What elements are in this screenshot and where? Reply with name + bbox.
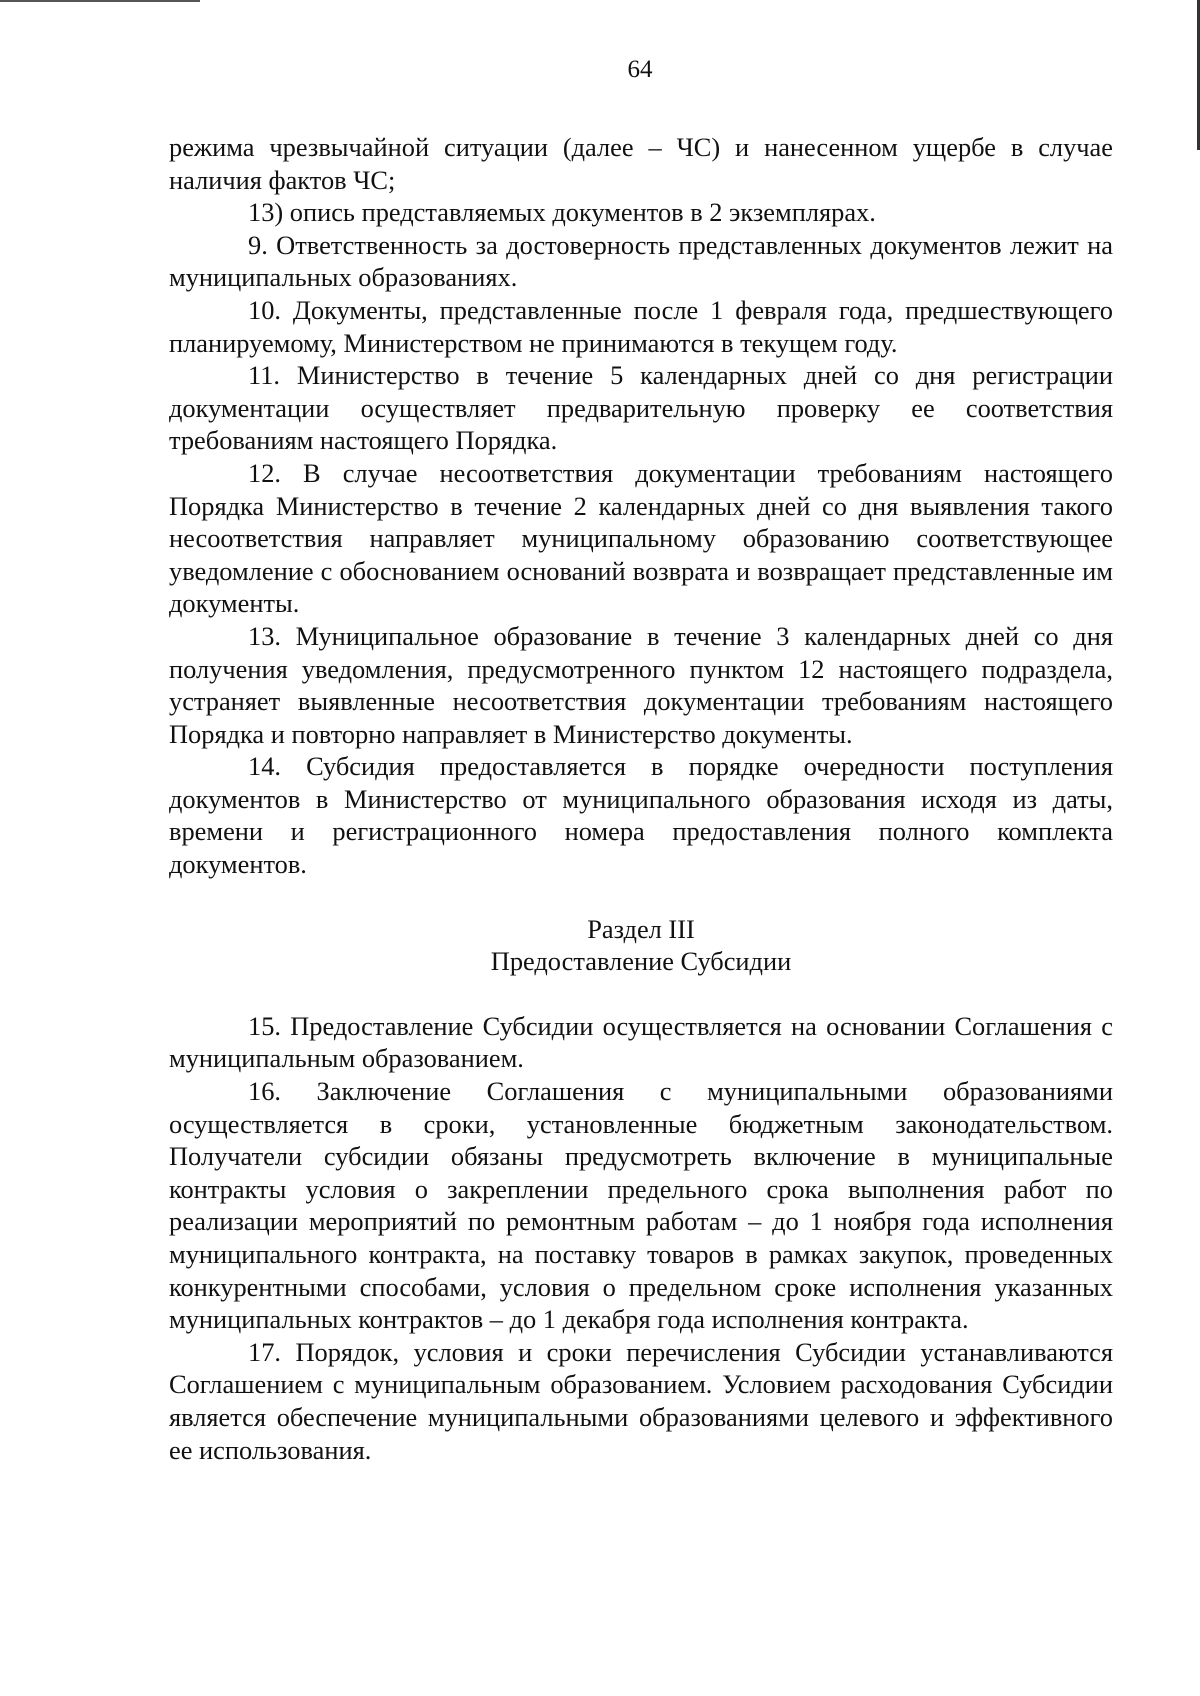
paragraph-15: 15. Предоставление Субсидии осуществляется на основании Соглашения с муниципальным образованием.	[169, 1010, 1113, 1074]
paragraph-item-13: 13) опись представляемых документов в 2 экземплярах.	[248, 197, 876, 228]
paragraph-12: 12. В случае несоответствия документации требованиям настоящего Порядка Министерство в течение 2 календарных дней со дня выявления такого несоответствия направляет муниципальному образованию соответствующее уведомление с обоснованием оснований возврата и возвращает представленные им документы.	[169, 457, 1113, 619]
page-number: 64	[627, 56, 653, 83]
section-title: Предоставление Субсидии	[490, 946, 792, 977]
paragraph-14: 14. Субсидия предоставляется в порядке очередности поступления документов в Министерство от муниципального образования исходя из даты, времени и регистрационного номера предоставления полного комплекта документов.	[169, 751, 1113, 880]
paragraph-13: 13. Муниципальное образование в течение 3 календарных дней со дня получения уведомления, предусмотренного пунктом 12 настоящего подраздела, устраняет выявленные несоответствия документации требованиям настоящего Порядка и повторно направляет в Министерство документы.	[169, 620, 1113, 749]
paragraph-9: 9. Ответственность за достоверность представленных документов лежит на муниципальных образованиях.	[169, 229, 1113, 293]
paragraph-continuation: режима чрезвычайной ситуации (далее – ЧС) и нанесенном ущербе в случае наличия фактов ЧС;	[169, 132, 1113, 195]
section-heading: Раздел III	[587, 913, 695, 944]
paragraph-10: 10. Документы, представленные после 1 февраля года, предшествующего планируемому, Министерством не принимаются в текущем году.	[169, 294, 1113, 358]
section-header	[169, 913, 1113, 978]
paragraph-17: 17. Порядок, условия и сроки перечисления Субсидии устанавливаются Соглашением с муниципальным образованием. Условием расходования Субсидии является обеспечение муниципальными образованиями целевого и эффективного ее использования.	[169, 1336, 1113, 1465]
paragraph-16: 16. Заключение Соглашения с муниципальными образованиями осуществляется в сроки, установленные бюджетным законодательством. Получатели субсидии обязаны предусмотреть включение в муниципальные контракты условия о закреплении предельного срока выполнения работ по реализации мероприятий по ремонтным работам – до 1 ноября года исполнения муниципального контракта, на поставку товаров в рамках закупок, проведенных конкурентными способами, условия о предельном сроке исполнения указанных муниципальных контрактов – до 1 декабря года исполнения контракта.	[169, 1076, 1113, 1335]
document-body	[169, 131, 1113, 1466]
paragraph-11: 11. Министерство в течение 5 календарных дней со дня регистрации документации осуществляет предварительную проверку ее соответствия требованиям настоящего Порядка.	[169, 360, 1113, 456]
